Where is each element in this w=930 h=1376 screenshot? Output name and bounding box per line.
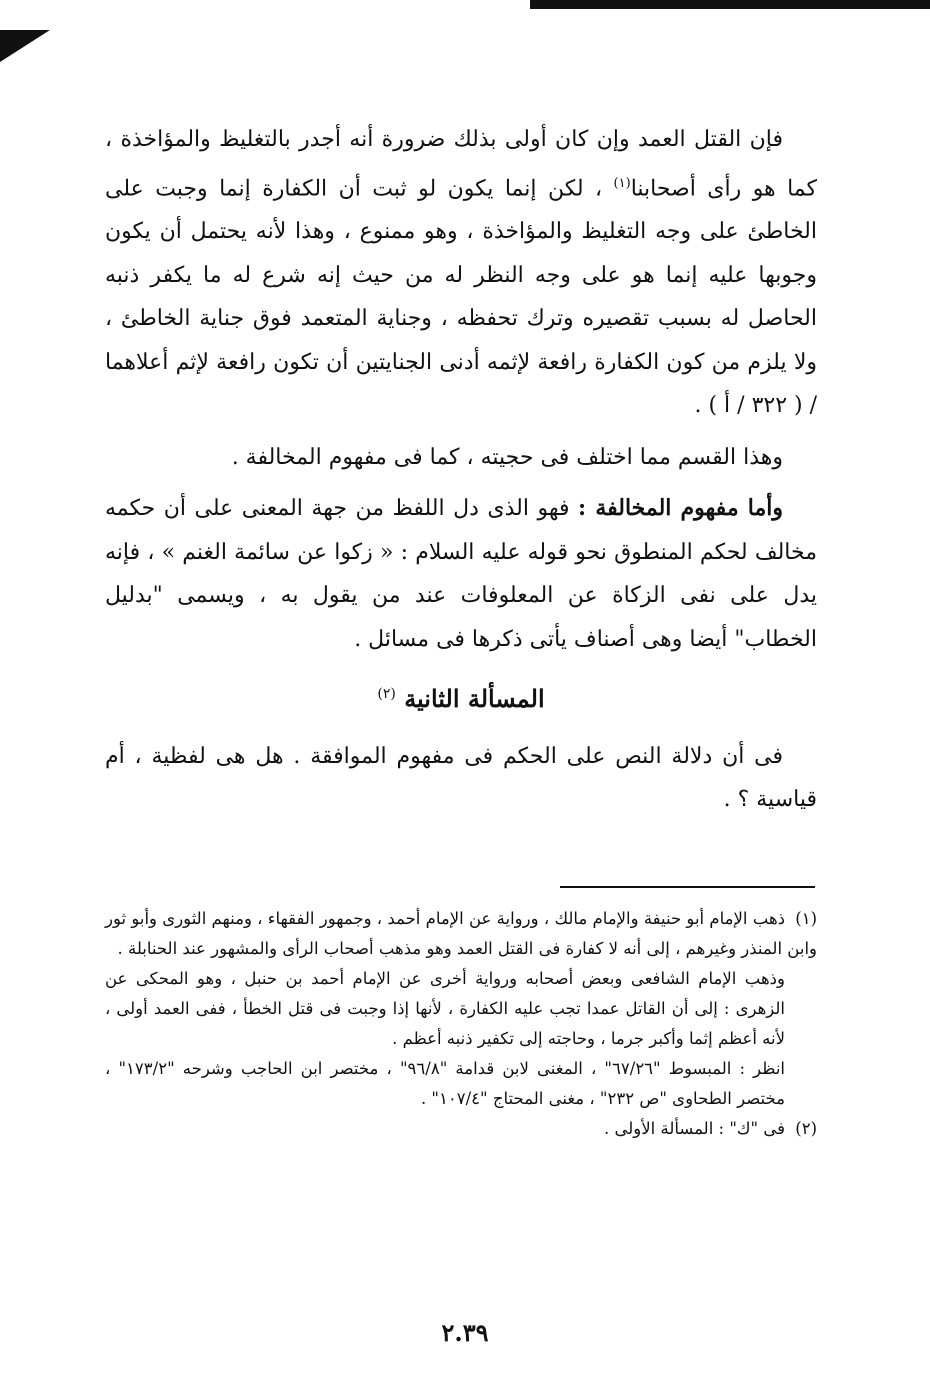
- footnote-ref-1[interactable]: (١): [613, 175, 631, 191]
- section-heading: [105, 673, 817, 721]
- footnotes: [105, 904, 817, 1144]
- paragraph-3-lead: وأما مفهوم المخالفة :: [578, 495, 783, 522]
- paragraph-1-part-2: ، لكن إنما يكون لو ثبت أن الكفارة إنما وجبت على الخاطئ على وجه التغليظ والمؤاخذة ، وهو ممنوع ، وهذا لأنه يحتمل أن يكون وجوبها عليه إنما هو على وجه النظر له من حيث إنه شرع له ما يكفر ذنبه الحاصل له بسبب تقصيره وترك تحفظه ، وجناية المتعمد فوق جناية الخاطئ ، ولا يلزم من كون الكفارة رافعة لإثمه أدنى الجنايتين أن تكون رافعة لإثم أعلاهما / ( ٣٢٢ / أ ) .: [105, 175, 817, 419]
- top-edge-rule: [530, 0, 930, 9]
- footnote-1-sources: انظر : المبسوط "٦٧/٢٦" ، المغنى لابن قدامة "٩٦/٨" ، مختصر ابن الحاجب وشرحه "١٧٣/٢" ، مختصر الطحاوى "ص ٢٣٢" ، مغنى المحتاج "١٠٧/٤" .: [105, 1059, 785, 1108]
- corner-mark-icon: [0, 30, 50, 62]
- footnote-2-number: (٢): [795, 1119, 817, 1138]
- footnote-separator: [560, 886, 815, 888]
- paragraph-3-rest: فهو الذى دل اللفظ من جهة المعنى على أن حكمه مخالف لحكم المنطوق نحو قوله عليه السلام : « زكوا عن سائمة الغنم » ، فإنه يدل على نفى الزكاة عن المعلوفات عند من يقول به ، ويسمى "بدليل الخطاب" أيضا وهى أصناف يأتى ذكرها فى مسائل .: [105, 496, 817, 652]
- paragraph-3: [105, 487, 817, 661]
- footnote-1-first: [105, 904, 817, 964]
- paragraph-4: فى أن دلالة النص على الحكم فى مفهوم الموافقة . هل هى لفظية ، أم قياسية ؟ .: [105, 743, 817, 813]
- page-number: ٢.٣٩: [441, 1318, 489, 1347]
- footnote-2: [105, 1114, 817, 1144]
- footnote-2-text: فى "ك" : المسألة الأولى .: [604, 1119, 785, 1138]
- footnote-ref-2[interactable]: (٢): [377, 686, 396, 703]
- main-text: [105, 118, 817, 822]
- footnote-1-number: (١): [795, 909, 817, 928]
- section-heading-text: المسألة الثانية: [404, 684, 545, 714]
- footnote-1-second: وذهب الإمام الشافعى وبعض أصحابه ورواية أخرى عن الإمام أحمد بن حنبل ، وهو المحكى عن الزهرى : إلى أن القاتل عمدا تجب عليه الكفارة ، لأنها إذا وجبت فى قتل الخطأ ، ففى العمد أولى ، لأنه أعظم إثما وأكبر جرما ، وحاجته إلى تكفير ذنبه أعظم .: [105, 969, 785, 1048]
- paragraph-1-part-1: فإن القتل العمد وإن كان أولى بذلك ضرورة أنه أجدر بالتغليظ والمؤاخذة ، كما هو رأى أصحابنا: [105, 127, 817, 201]
- footnote-1-text: ذهب الإمام أبو حنيفة والإمام مالك ، ورواية عن الإمام أحمد ، وجمهور الفقهاء ، ومنهم الثورى وأبو ثور وابن المنذر وغيرهم ، إلى أنه لا كفارة فى القتل العمد وهو مذهب أصحاب الرأى والمشهور عند الحنابلة .: [105, 909, 817, 958]
- paragraph-2: وهذا القسم مما اختلف فى حجيته ، كما فى مفهوم المخالفة .: [231, 444, 783, 470]
- paragraph-1: [105, 118, 817, 428]
